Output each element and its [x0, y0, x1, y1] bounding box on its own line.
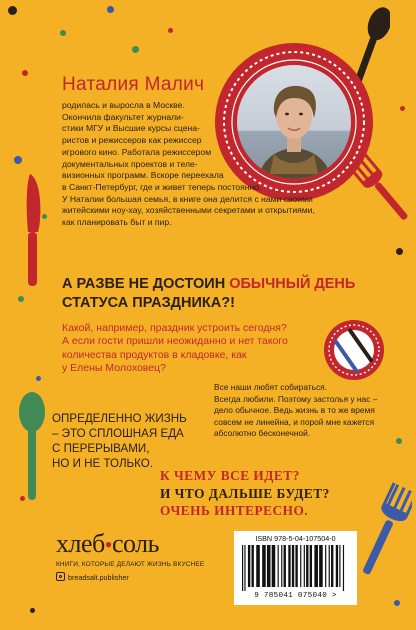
bio-line: У Наталии большая семья, в книге она делится с нами своими: [62, 193, 313, 204]
bio-line: как планировать быт и пир.: [62, 217, 172, 228]
publisher-handle: breadsalt.publisher: [68, 573, 129, 582]
publisher-logo: [56, 530, 208, 582]
gathering-line: дело обычное. Ведь жизнь в то же время: [214, 405, 375, 416]
spoon-icon: [10, 388, 54, 504]
barcode-bar: [314, 545, 318, 587]
dot-decor: [396, 438, 402, 444]
finale-block: [160, 467, 330, 520]
dot-decor: [60, 30, 66, 36]
dot-decor: [132, 46, 139, 53]
barcode-bar: [343, 545, 344, 591]
dot-decor: [18, 296, 24, 302]
gathering-block: [214, 382, 377, 440]
dot-decor: [36, 376, 41, 381]
barcode-bar: [267, 545, 271, 587]
barcode-bar: [248, 545, 250, 587]
headline-line1-start: А РАЗВЕ НЕ ДОСТОИН: [62, 276, 230, 292]
headline-line2: СТАТУСА ПРАЗДНИКА?!: [62, 295, 235, 311]
bio-line: житейскими ноу-хау, хозяйственными секретами и открытиями,: [62, 205, 315, 216]
knife-icon: [12, 170, 52, 290]
barcode-bar: [284, 545, 286, 587]
barcode-bar: [331, 545, 333, 587]
gathering-line: совсем не линейна, и порой мне кажется: [214, 416, 375, 427]
barcode-bar: [244, 545, 245, 591]
barcode-bar: [272, 545, 276, 587]
question-line: Какой, например, праздник устроить сегодня?: [62, 322, 287, 334]
bio-line: Окончила факультет журнали-: [62, 111, 184, 122]
barcode-bar: [300, 545, 301, 587]
barcode-bar: [325, 545, 326, 587]
barcode-bar: [310, 545, 312, 587]
question-line: количества продуктов в кладовке, как: [62, 348, 247, 361]
bio-line: документальных проектов и теле-: [62, 158, 198, 169]
author-bio: [62, 100, 392, 229]
logo-right: соль: [111, 529, 159, 558]
life-line: ОПРЕДЕЛЕННО ЖИЗНЬ: [52, 412, 187, 425]
bio-line: родилась и выросла в Москве.: [62, 100, 185, 110]
publisher-tagline: КНИГИ, КОТОРЫЕ ДЕЛАЮТ ЖИЗНЬ ВКУСНЕЕ: [56, 561, 205, 568]
finale-line2: И ЧТО ДАЛЬШЕ БУДЕТ?: [160, 485, 330, 501]
isbn-text: ISBN 978-5-04-107504-0: [255, 534, 336, 543]
finale-line1: К ЧЕМУ ВСЕ ИДЕТ?: [160, 468, 300, 483]
barcode-bar: [306, 545, 308, 587]
life-block: [52, 411, 187, 471]
life-line: НО И НЕ ТОЛЬКО.: [52, 457, 154, 470]
publisher-social: [56, 572, 208, 582]
barcode-bar: [295, 545, 297, 587]
dot-decor: [168, 28, 173, 33]
bio-line: ристов и режиссеров как режиссер: [62, 135, 202, 146]
dot-decor: [396, 248, 403, 255]
gathering-line: Все наши любят собираться.: [214, 382, 328, 392]
life-line: С ПЕРЕРЫВАМИ,: [52, 442, 150, 455]
bio-line: стики МГУ и Высшие курсы сцена-: [62, 123, 200, 134]
barcode-bars: [240, 545, 352, 591]
publisher-wordmark: [56, 530, 208, 559]
barcode-bar: [251, 545, 253, 587]
barcode-bar: [292, 545, 294, 587]
barcode-bar: [339, 545, 340, 587]
dot-decor: [8, 6, 17, 15]
logo-left: хлеб: [56, 529, 105, 558]
question-block: [62, 322, 288, 376]
headline-highlight: ОБЫЧНЫЙ ДЕНЬ: [229, 276, 356, 292]
barcode-bar: [319, 545, 323, 587]
dot-decor: [30, 608, 35, 613]
life-line: – ЭТО СПЛОШНАЯ ЕДА: [52, 427, 184, 440]
dot-decor: [22, 70, 28, 76]
barcode-bar: [256, 545, 260, 587]
barcode-bar: [242, 545, 243, 591]
dot-decor: [14, 156, 22, 164]
finale-line3: ОЧЕНЬ ИНТЕРЕСНО.: [160, 503, 309, 518]
headline: [62, 275, 355, 313]
barcode-bar: [262, 545, 266, 587]
bio-line: игрового кино. Работала режиссером: [62, 146, 212, 157]
gathering-line: абсолютно бесконечной.: [214, 428, 311, 439]
question-line: у Елены Молоховец?: [62, 362, 166, 375]
gathering-line: Всегда любили. Поэтому застолья у нас –: [214, 393, 378, 404]
barcode-bar: [304, 545, 305, 587]
dot-decor: [107, 6, 114, 13]
plate-icon: [322, 318, 386, 382]
barcode-bar: [278, 545, 279, 587]
barcode-bar: [281, 545, 282, 587]
dot-decor: [400, 106, 405, 111]
question-line: А если гости пришли неожиданно и нет такого: [62, 335, 288, 348]
instagram-icon: [56, 572, 65, 581]
bio-line: в Санкт-Петербург, где и живет теперь постоянно.: [62, 181, 262, 192]
logo-separator: •: [104, 532, 112, 557]
barcode: [234, 531, 357, 605]
barcode-bar: [288, 545, 290, 587]
barcode-bar: [329, 545, 330, 587]
fork-icon: [360, 480, 412, 580]
barcode-number: 9 785041 075040 >: [254, 592, 337, 600]
bio-line: визионных программ. Вскоре переехала: [62, 170, 224, 181]
author-name: Наталия Малич: [62, 74, 205, 95]
barcode-bar: [336, 545, 338, 587]
dot-decor: [394, 600, 400, 606]
